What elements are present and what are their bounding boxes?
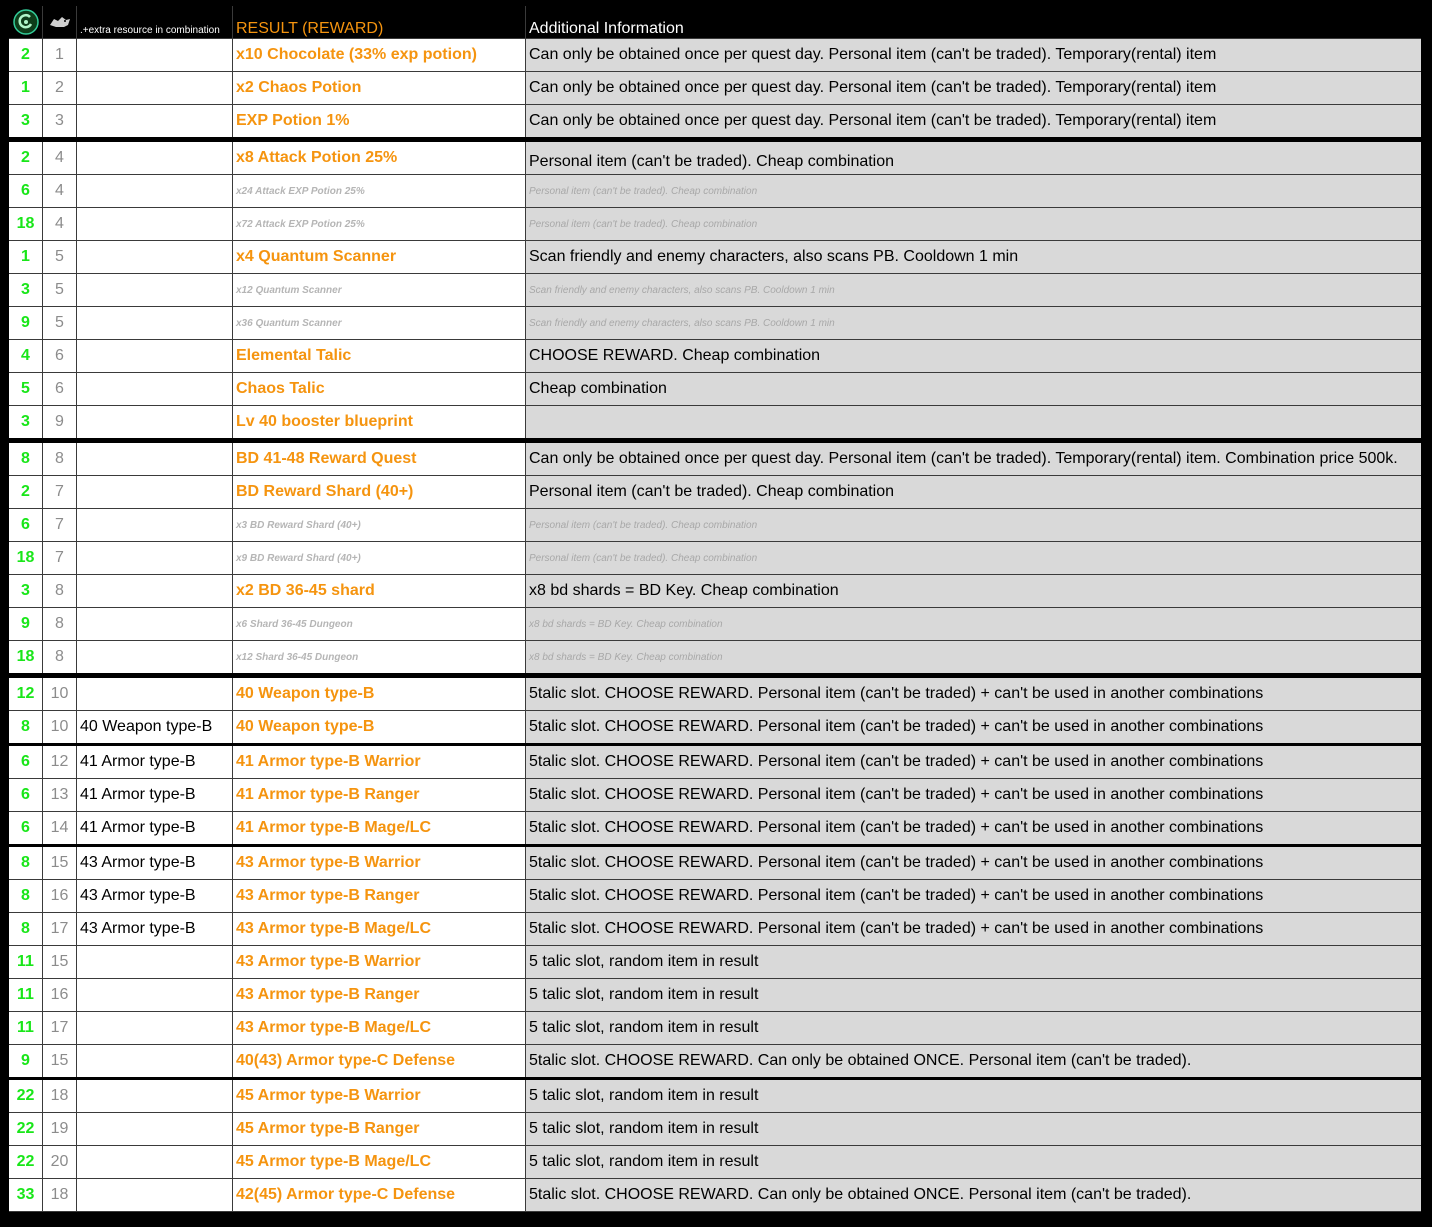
reward-cell: x3 BD Reward Shard (40+) [233,509,526,541]
count-cell: 4 [9,340,43,372]
info-cell: 5talic slot. CHOOSE REWARD. Personal item (can't be traded) + can't be used in another combinations [526,812,1421,844]
level-cell: 18 [43,1080,77,1112]
extra-resource-cell [77,1146,233,1178]
info-cell: x8 bd shards = BD Key. Cheap combination [526,575,1421,607]
info-cell: 5talic slot. CHOOSE REWARD. Personal item (can't be traded) + can't be used in another combinations [526,711,1421,743]
count-cell: 3 [9,406,43,438]
count-cell: 22 [9,1113,43,1145]
level-cell: 5 [43,307,77,339]
extra-resource-cell: 41 Armor type-B [77,746,233,778]
reward-cell: Lv 40 booster blueprint [233,406,526,438]
table-row [9,1179,1421,1212]
info-cell: Personal item (can't be traded). Cheap combination [526,476,1421,508]
level-cell: 10 [43,678,77,710]
reward-cell: 40(43) Armor type-C Defense [233,1045,526,1077]
extra-resource-cell [77,1179,233,1211]
extra-resource-cell: 43 Armor type-B [77,880,233,912]
level-cell: 17 [43,913,77,945]
reward-cell: x6 Shard 36-45 Dungeon [233,608,526,640]
reward-cell: x4 Quantum Scanner [233,241,526,273]
creature-icon [48,13,72,31]
extra-resource-cell [77,274,233,306]
extra-resource-cell [77,1113,233,1145]
extra-resource-cell: 43 Armor type-B [77,847,233,879]
reward-cell: x12 Quantum Scanner [233,274,526,306]
table-row [9,241,1421,274]
table-row [9,105,1421,142]
info-cell: CHOOSE REWARD. Cheap combination [526,340,1421,372]
reward-table [9,6,1421,1212]
table-row [9,443,1421,476]
extra-resource-cell [77,105,233,137]
reward-cell: 43 Armor type-B Mage/LC [233,913,526,945]
reward-cell: EXP Potion 1% [233,105,526,137]
extra-resource-cell [77,1080,233,1112]
header-col-info: Additional Information [526,6,1421,38]
info-cell: Scan friendly and enemy characters, also scans PB. Cooldown 1 min [526,274,1421,306]
info-cell: 5talic slot. CHOOSE REWARD. Personal item (can't be traded) + can't be used in another combinations [526,779,1421,811]
info-cell: Scan friendly and enemy characters, also scans PB. Cooldown 1 min [526,307,1421,339]
info-cell: x8 bd shards = BD Key. Cheap combination [526,641,1421,673]
level-cell: 16 [43,880,77,912]
table-row [9,746,1421,779]
info-cell: x8 bd shards = BD Key. Cheap combination [526,608,1421,640]
level-cell: 19 [43,1113,77,1145]
level-cell: 8 [43,641,77,673]
reward-cell: x12 Shard 36-45 Dungeon [233,641,526,673]
count-cell: 6 [9,175,43,207]
level-cell: 3 [43,105,77,137]
count-cell: 2 [9,476,43,508]
reward-cell: 40 Weapon type-B [233,711,526,743]
table-row [9,1080,1421,1113]
count-cell: 8 [9,443,43,475]
extra-resource-cell [77,509,233,541]
reward-cell: BD Reward Shard (40+) [233,476,526,508]
info-cell: Can only be obtained once per quest day. Personal item (can't be traded). Temporary(rental) item [526,72,1421,104]
info-cell: Scan friendly and enemy characters, also scans PB. Cooldown 1 min [526,241,1421,273]
table-row [9,711,1421,746]
level-cell: 2 [43,72,77,104]
header-col-level [43,6,77,38]
reward-cell: BD 41-48 Reward Quest [233,443,526,475]
reward-cell: x2 Chaos Potion [233,72,526,104]
level-cell: 6 [43,340,77,372]
table-row [9,608,1421,641]
reward-cell: Elemental Talic [233,340,526,372]
count-cell: 6 [9,746,43,778]
count-cell: 6 [9,812,43,844]
extra-resource-cell [77,175,233,207]
table-header [9,6,1421,39]
table-row [9,779,1421,812]
count-cell: 3 [9,575,43,607]
info-cell: Personal item (can't be traded). Cheap combination [526,542,1421,574]
level-cell: 18 [43,1179,77,1211]
table-row [9,509,1421,542]
count-cell: 33 [9,1179,43,1211]
table-row [9,72,1421,105]
extra-resource-cell [77,208,233,240]
level-cell: 7 [43,509,77,541]
header-col-extra: .+extra resource in combination [77,6,233,38]
table-row [9,1146,1421,1179]
level-cell: 4 [43,175,77,207]
info-cell [526,406,1421,438]
table-row [9,542,1421,575]
level-cell: 15 [43,1045,77,1077]
table-row [9,847,1421,880]
info-cell: Cheap combination [526,373,1421,405]
extra-resource-cell [77,946,233,978]
count-cell: 8 [9,880,43,912]
extra-resource-cell [77,307,233,339]
reward-cell: x72 Attack EXP Potion 25% [233,208,526,240]
info-cell: 5 talic slot, random item in result [526,1113,1421,1145]
reward-cell: 43 Armor type-B Warrior [233,946,526,978]
reward-cell: Chaos Talic [233,373,526,405]
reward-cell: 41 Armor type-B Ranger [233,779,526,811]
level-cell: 6 [43,373,77,405]
level-cell: 8 [43,443,77,475]
table-row [9,274,1421,307]
count-cell: 9 [9,1045,43,1077]
reward-cell: x36 Quantum Scanner [233,307,526,339]
extra-resource-cell [77,575,233,607]
info-cell: 5talic slot. CHOOSE REWARD. Personal item (can't be traded) + can't be used in another combinations [526,847,1421,879]
level-cell: 15 [43,847,77,879]
count-cell: 22 [9,1146,43,1178]
table-row [9,307,1421,340]
table-row [9,641,1421,678]
header-col-reward: RESULT (REWARD) [233,6,526,38]
reward-cell: x9 BD Reward Shard (40+) [233,542,526,574]
info-cell: Personal item (can't be traded). Cheap combination [526,509,1421,541]
reward-cell: 41 Armor type-B Mage/LC [233,812,526,844]
reward-cell: x24 Attack EXP Potion 25% [233,175,526,207]
count-cell: 22 [9,1080,43,1112]
reward-cell: 45 Armor type-B Ranger [233,1113,526,1145]
extra-resource-cell [77,373,233,405]
table-row [9,979,1421,1012]
table-row [9,946,1421,979]
count-cell: 1 [9,72,43,104]
count-cell: 9 [9,307,43,339]
count-cell: 3 [9,105,43,137]
info-cell: 5 talic slot, random item in result [526,1012,1421,1044]
count-cell: 18 [9,542,43,574]
table-row [9,142,1421,175]
table-row [9,340,1421,373]
extra-resource-cell [77,608,233,640]
reward-cell: x2 BD 36-45 shard [233,575,526,607]
table-row [9,406,1421,443]
info-cell: 5talic slot. CHOOSE REWARD. Personal item (can't be traded) + can't be used in another combinations [526,913,1421,945]
count-cell: 11 [9,979,43,1011]
level-cell: 17 [43,1012,77,1044]
info-cell: 5 talic slot, random item in result [526,1146,1421,1178]
count-cell: 8 [9,847,43,879]
reward-cell: 45 Armor type-B Mage/LC [233,1146,526,1178]
count-cell: 6 [9,509,43,541]
count-cell: 8 [9,913,43,945]
table-row [9,208,1421,241]
extra-resource-cell: 40 Weapon type-B [77,711,233,743]
green-spiral-emblem-icon [13,9,39,35]
reward-cell: 43 Armor type-B Ranger [233,880,526,912]
level-cell: 8 [43,608,77,640]
extra-resource-cell: 41 Armor type-B [77,779,233,811]
table-row [9,575,1421,608]
reward-cell: 42(45) Armor type-C Defense [233,1179,526,1211]
level-cell: 4 [43,208,77,240]
count-cell: 8 [9,711,43,743]
reward-cell: x10 Chocolate (33% exp potion) [233,39,526,71]
info-cell: 5 talic slot, random item in result [526,1080,1421,1112]
table-row [9,913,1421,946]
info-cell: 5talic slot. CHOOSE REWARD. Can only be obtained ONCE. Personal item (can't be traded). [526,1179,1421,1211]
extra-resource-cell [77,443,233,475]
info-cell: 5 talic slot, random item in result [526,979,1421,1011]
level-cell: 12 [43,746,77,778]
reward-cell: 40 Weapon type-B [233,678,526,710]
count-cell: 12 [9,678,43,710]
count-cell: 1 [9,241,43,273]
level-cell: 16 [43,979,77,1011]
count-cell: 3 [9,274,43,306]
count-cell: 2 [9,142,43,174]
table-body [9,39,1421,1212]
extra-resource-cell [77,641,233,673]
extra-resource-cell [77,406,233,438]
reward-cell: 43 Armor type-B Ranger [233,979,526,1011]
info-cell: Can only be obtained once per quest day. Personal item (can't be traded). Temporary(rental) item. Combination price 500k. [526,443,1421,475]
table-row [9,1045,1421,1080]
reward-cell: 43 Armor type-B Warrior [233,847,526,879]
reward-cell: x8 Attack Potion 25% [233,142,526,174]
info-cell: 5talic slot. CHOOSE REWARD. Personal item (can't be traded) + can't be used in another combinations [526,678,1421,710]
reward-cell: 43 Armor type-B Mage/LC [233,1012,526,1044]
table-row [9,476,1421,509]
table-row [9,1012,1421,1045]
level-cell: 7 [43,476,77,508]
level-cell: 9 [43,406,77,438]
table-row [9,373,1421,406]
count-cell: 9 [9,608,43,640]
table-row [9,1113,1421,1146]
extra-resource-cell [77,39,233,71]
extra-resource-cell [77,340,233,372]
extra-resource-cell [77,241,233,273]
level-cell: 10 [43,711,77,743]
extra-resource-cell [77,1012,233,1044]
level-cell: 8 [43,575,77,607]
table-row [9,880,1421,913]
extra-resource-cell [77,678,233,710]
reward-cell: 45 Armor type-B Warrior [233,1080,526,1112]
extra-resource-cell: 43 Armor type-B [77,913,233,945]
count-cell: 18 [9,641,43,673]
table-row [9,175,1421,208]
table-row [9,812,1421,847]
count-cell: 6 [9,779,43,811]
extra-resource-cell [77,542,233,574]
extra-resource-cell [77,142,233,174]
count-cell: 5 [9,373,43,405]
extra-resource-cell [77,1045,233,1077]
table-row [9,678,1421,711]
info-cell: Can only be obtained once per quest day. Personal item (can't be traded). Temporary(rental) item [526,39,1421,71]
count-cell: 11 [9,946,43,978]
extra-resource-cell [77,979,233,1011]
info-cell: Can only be obtained once per quest day. Personal item (can't be traded). Temporary(rental) item [526,105,1421,137]
level-cell: 15 [43,946,77,978]
info-cell: 5talic slot. CHOOSE REWARD. Personal item (can't be traded) + can't be used in another combinations [526,746,1421,778]
level-cell: 5 [43,241,77,273]
info-cell: Personal item (can't be traded). Cheap combination [526,142,1421,174]
extra-resource-cell [77,72,233,104]
info-cell: Personal item (can't be traded). Cheap combination [526,175,1421,207]
count-cell: 18 [9,208,43,240]
level-cell: 13 [43,779,77,811]
level-cell: 20 [43,1146,77,1178]
header-col-count [9,6,43,38]
level-cell: 14 [43,812,77,844]
info-cell: 5talic slot. CHOOSE REWARD. Personal item (can't be traded) + can't be used in another combinations [526,880,1421,912]
reward-cell: 41 Armor type-B Warrior [233,746,526,778]
extra-resource-cell: 41 Armor type-B [77,812,233,844]
info-cell: 5talic slot. CHOOSE REWARD. Can only be obtained ONCE. Personal item (can't be traded). [526,1045,1421,1077]
info-cell: Personal item (can't be traded). Cheap combination [526,208,1421,240]
count-cell: 11 [9,1012,43,1044]
level-cell: 1 [43,39,77,71]
level-cell: 4 [43,142,77,174]
level-cell: 7 [43,542,77,574]
extra-resource-cell [77,476,233,508]
level-cell: 5 [43,274,77,306]
info-cell: 5 talic slot, random item in result [526,946,1421,978]
table-row [9,39,1421,72]
count-cell: 2 [9,39,43,71]
